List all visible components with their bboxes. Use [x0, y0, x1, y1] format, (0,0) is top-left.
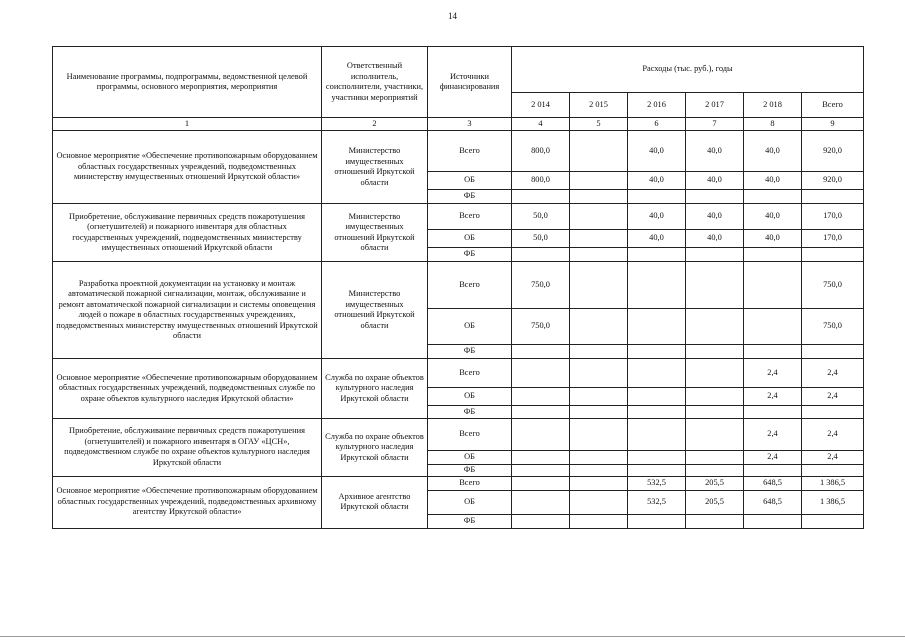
index-cell: 6 [628, 118, 686, 131]
year-value [686, 359, 744, 388]
budget-table [52, 46, 864, 529]
year-value: 800,0 [512, 131, 570, 172]
year-value [570, 490, 628, 514]
total-value [802, 248, 864, 262]
year-value [686, 406, 744, 419]
program-name: Основное мероприятие «Обеспечение противопожарным оборудованием областных государственных учреждений, подведомственных министерству имущественных отношений Иркутской области» [53, 131, 322, 204]
total-value: 2,4 [802, 359, 864, 388]
year-value: 40,0 [744, 204, 802, 230]
index-cell: 7 [686, 118, 744, 131]
header-executor: Ответственный исполнитель, соисполнители, участники, участники мероприятий [322, 47, 428, 118]
total-value: 2,4 [802, 388, 864, 406]
year-value: 40,0 [744, 172, 802, 190]
year-value: 648,5 [744, 490, 802, 514]
year-value [744, 190, 802, 204]
year-value [628, 359, 686, 388]
year-value [512, 419, 570, 451]
table-row [53, 262, 864, 309]
year-value [570, 230, 628, 248]
executor: Министерство имущественных отношений Иркутской области [322, 131, 428, 204]
year-value [570, 248, 628, 262]
year-value [512, 248, 570, 262]
funding-source: ОБ [428, 309, 512, 345]
year-value [686, 345, 744, 359]
table-row [53, 359, 864, 388]
year-value [570, 514, 628, 528]
program-name: Основное мероприятие «Обеспечение противопожарным оборудованием областных государственных учреждений, подведомственных архивному агентству Иркутской области» [53, 476, 322, 528]
total-value [802, 190, 864, 204]
year-value [512, 406, 570, 419]
year-value: 40,0 [686, 172, 744, 190]
total-value: 170,0 [802, 204, 864, 230]
year-value [570, 476, 628, 490]
funding-source: ФБ [428, 465, 512, 477]
year-value [628, 309, 686, 345]
year-value [512, 476, 570, 490]
year-value [686, 514, 744, 528]
year-value: 40,0 [744, 230, 802, 248]
funding-source: ОБ [428, 490, 512, 514]
table-row [53, 204, 864, 230]
funding-source: Всего [428, 131, 512, 172]
year-value [570, 172, 628, 190]
year-value [628, 190, 686, 204]
year-value [686, 451, 744, 465]
total-value [802, 465, 864, 477]
year-value [570, 451, 628, 465]
year-value [686, 419, 744, 451]
header-year: 2 017 [686, 93, 744, 118]
year-value: 40,0 [628, 131, 686, 172]
year-value [512, 451, 570, 465]
year-value [744, 465, 802, 477]
year-value [744, 406, 802, 419]
program-name: Приобретение, обслуживание первичных средств пожаротушения (огнетушителей) и пожарного инвентаря в ОГАУ «ЦСН», подведомственном службе по охране объектов культурного наследия Иркутской области [53, 419, 322, 477]
header-year: 2 018 [744, 93, 802, 118]
year-value: 40,0 [628, 172, 686, 190]
total-value: 2,4 [802, 419, 864, 451]
year-value: 2,4 [744, 359, 802, 388]
year-value [686, 262, 744, 309]
year-value [628, 451, 686, 465]
executor: Служба по охране объектов культурного наследия Иркутской области [322, 419, 428, 477]
index-cell: 9 [802, 118, 864, 131]
funding-source: Всего [428, 359, 512, 388]
page-number: 14 [448, 11, 457, 21]
funding-source: ОБ [428, 172, 512, 190]
index-cell: 5 [570, 118, 628, 131]
year-value [744, 514, 802, 528]
total-value: 2,4 [802, 451, 864, 465]
year-value [686, 190, 744, 204]
index-cell: 8 [744, 118, 802, 131]
total-value [802, 514, 864, 528]
index-cell: 4 [512, 118, 570, 131]
year-value [512, 345, 570, 359]
funding-source: ФБ [428, 190, 512, 204]
year-value: 2,4 [744, 419, 802, 451]
year-value: 40,0 [686, 204, 744, 230]
year-value [628, 419, 686, 451]
year-value: 205,5 [686, 476, 744, 490]
table-row [53, 476, 864, 490]
year-value [628, 388, 686, 406]
funding-source: ФБ [428, 406, 512, 419]
funding-source: Всего [428, 262, 512, 309]
total-value: 920,0 [802, 172, 864, 190]
year-value [744, 248, 802, 262]
year-value [686, 388, 744, 406]
year-value: 800,0 [512, 172, 570, 190]
year-value [686, 465, 744, 477]
total-value: 920,0 [802, 131, 864, 172]
funding-source: ОБ [428, 451, 512, 465]
year-value [744, 309, 802, 345]
year-value [570, 345, 628, 359]
executor: Министерство имущественных отношений Иркутской области [322, 262, 428, 359]
year-value [570, 465, 628, 477]
year-value: 750,0 [512, 262, 570, 309]
total-value [802, 406, 864, 419]
funding-source: ФБ [428, 514, 512, 528]
year-value [570, 419, 628, 451]
program-name: Основное мероприятие «Обеспечение противопожарным оборудованием областных государственных учреждений, подведомственных службе по охране объектов культурного наследия Иркутской области» [53, 359, 322, 419]
total-value: 750,0 [802, 262, 864, 309]
year-value [570, 190, 628, 204]
year-value [686, 248, 744, 262]
total-value: 1 386,5 [802, 490, 864, 514]
year-value: 40,0 [628, 204, 686, 230]
year-value [744, 345, 802, 359]
header-year: 2 015 [570, 93, 628, 118]
year-value: 50,0 [512, 230, 570, 248]
total-value [802, 345, 864, 359]
year-value: 532,5 [628, 490, 686, 514]
year-value [570, 309, 628, 345]
funding-source: ФБ [428, 345, 512, 359]
executor: Министерство имущественных отношений Иркутской области [322, 204, 428, 262]
year-value [628, 262, 686, 309]
funding-source: Всего [428, 204, 512, 230]
year-value [628, 345, 686, 359]
table-body [53, 131, 864, 529]
year-value: 40,0 [744, 131, 802, 172]
year-value [570, 388, 628, 406]
header-total: Всего [802, 93, 864, 118]
year-value: 648,5 [744, 476, 802, 490]
funding-source: Всего [428, 476, 512, 490]
year-value [628, 514, 686, 528]
header-source: Источники финансирования [428, 47, 512, 118]
header-year: 2 016 [628, 93, 686, 118]
header-year: 2 014 [512, 93, 570, 118]
year-value [628, 465, 686, 477]
year-value [628, 248, 686, 262]
program-name: Разработка проектной документации на установку и монтаж автоматической пожарной сигнализации, монтаж, обслуживание и ремонт автоматической пожарной сигнализации и системы оповещения людей о пожаре в областных государственных учреждениях, подведомственных министерству имущественных отношений Иркутской области [53, 262, 322, 359]
index-cell: 3 [428, 118, 512, 131]
funding-source: ОБ [428, 388, 512, 406]
program-name: Приобретение, обслуживание первичных средств пожаротушения (огнетушителей) и пожарного инвентаря для областных государственных учреждений, подведомственных министерству имущественных отношений Иркутской области [53, 204, 322, 262]
executor: Архивное агентство Иркутской области [322, 476, 428, 528]
index-cell: 2 [322, 118, 428, 131]
year-value: 532,5 [628, 476, 686, 490]
table-row [53, 419, 864, 451]
year-value [512, 388, 570, 406]
header-expenses: Расходы (тыс. руб.), годы [512, 47, 864, 93]
year-value: 40,0 [628, 230, 686, 248]
year-value [744, 262, 802, 309]
total-value: 750,0 [802, 309, 864, 345]
year-value [570, 359, 628, 388]
year-value: 205,5 [686, 490, 744, 514]
year-value: 750,0 [512, 309, 570, 345]
funding-source: ФБ [428, 248, 512, 262]
table-row [53, 131, 864, 172]
year-value: 2,4 [744, 388, 802, 406]
year-value [628, 406, 686, 419]
year-value: 40,0 [686, 131, 744, 172]
total-value: 170,0 [802, 230, 864, 248]
page-edge [0, 636, 905, 637]
year-value [512, 359, 570, 388]
year-value [570, 131, 628, 172]
year-value [570, 262, 628, 309]
year-value [512, 514, 570, 528]
funding-source: Всего [428, 419, 512, 451]
year-value [686, 309, 744, 345]
year-value: 2,4 [744, 451, 802, 465]
total-value: 1 386,5 [802, 476, 864, 490]
year-value: 40,0 [686, 230, 744, 248]
year-value [570, 406, 628, 419]
index-cell: 1 [53, 118, 322, 131]
header-name: Наименование программы, подпрограммы, ведомственной целевой программы, основного мероприятия, мероприятия [53, 47, 322, 118]
year-value [512, 190, 570, 204]
year-value [570, 204, 628, 230]
year-value [512, 465, 570, 477]
executor: Служба по охране объектов культурного наследия Иркутской области [322, 359, 428, 419]
year-value: 50,0 [512, 204, 570, 230]
year-value [512, 490, 570, 514]
funding-source: ОБ [428, 230, 512, 248]
